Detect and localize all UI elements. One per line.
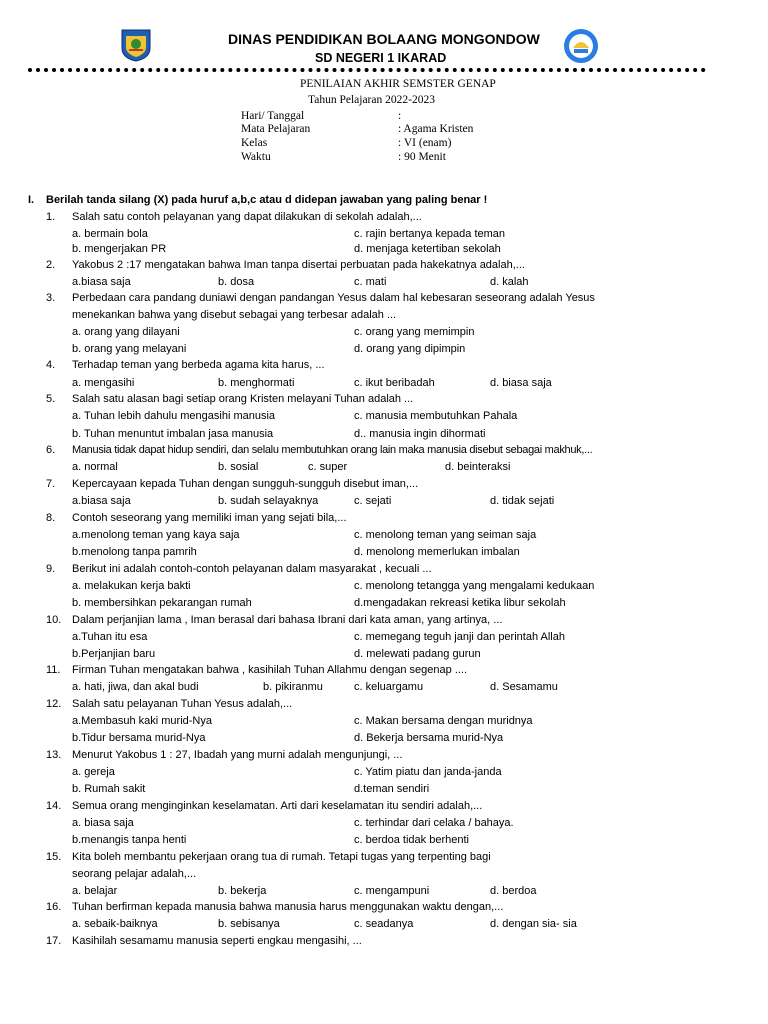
question-number: 13.	[46, 749, 62, 761]
answer-option: b. Tuhan menuntut imbalan jasa manusia	[72, 428, 274, 440]
answer-option: b. mengerjakan PR	[72, 243, 167, 255]
answer-option: c. mati	[354, 276, 387, 288]
header-divider	[28, 68, 706, 72]
answer-option: a. bermain bola	[72, 228, 148, 240]
agency-name: DINAS PENDIDIKAN BOLAANG MONGONDOW	[228, 31, 540, 47]
field-value: : 90 Menit	[398, 151, 446, 163]
answer-option: a.Tuhan itu esa	[72, 631, 148, 643]
answer-option: c. Yatim piatu dan janda-janda	[354, 766, 502, 778]
answer-option: a. hati, jiwa, dan akal budi	[72, 681, 199, 693]
answer-option: d.teman sendiri	[354, 783, 430, 795]
answer-option: b. membersihkan pekarangan rumah	[72, 597, 252, 609]
question-text: seorang pelajar adalah,...	[72, 868, 197, 880]
answer-option: c. keluargamu	[354, 681, 424, 693]
question-text: Contoh seseorang yang memiliki iman yang sejati bila,...	[72, 512, 347, 524]
answer-option: c. berdoa tidak berhenti	[354, 834, 469, 846]
answer-option: c. super	[308, 461, 348, 473]
question-number: 16.	[46, 901, 62, 913]
answer-option: c. ikut beribadah	[354, 377, 435, 389]
answer-option: c. terhindar dari celaka / bahaya.	[354, 817, 514, 829]
answer-option: d. menolong memerlukan imbalan	[354, 546, 520, 558]
answer-option: b. sudah selayaknya	[218, 495, 319, 507]
answer-option: b.menangis tanpa henti	[72, 834, 187, 846]
answer-option: a. normal	[72, 461, 118, 473]
question-text: Tuhan berfirman kepada manusia bahwa manusia harus menggunakan waktu dengan,...	[72, 901, 504, 913]
question-number: 1.	[46, 211, 56, 223]
answer-option: b. bekerja	[218, 885, 267, 897]
answer-option: a. mengasihi	[72, 377, 135, 389]
answer-option: b. dosa	[218, 276, 255, 288]
answer-option: a. belajar	[72, 885, 118, 897]
field-label: Waktu	[241, 151, 271, 163]
answer-option: b. Rumah sakit	[72, 783, 146, 795]
field-label: Hari/ Tanggal	[241, 110, 305, 122]
answer-option: a.Membasuh kaki murid-Nya	[72, 715, 212, 727]
answer-option: c. memegang teguh janji dan perintah Allah	[354, 631, 565, 643]
answer-option: d. beinteraksi	[445, 461, 511, 473]
question-number: 7.	[46, 478, 56, 490]
answer-option: d.mengadakan rekreasi ketika libur sekolah	[354, 597, 566, 609]
question-number: 5.	[46, 393, 56, 405]
answer-option: a. Tuhan lebih dahulu mengasihi manusia	[72, 410, 276, 422]
exam-title: PENILAIAN AKHIR SEMSTER GENAP	[300, 78, 496, 90]
question-text: Kita boleh membantu pekerjaan orang tua di rumah. Tetapi tugas yang terpenting bagi	[72, 851, 491, 863]
answer-option: b.Tidur bersama murid-Nya	[72, 732, 206, 744]
answer-option: b. sosial	[218, 461, 259, 473]
question-text: Salah satu alasan bagi setiap orang Kristen melayani Tuhan adalah ...	[72, 393, 414, 405]
field-value: : Agama Kristen	[398, 123, 474, 135]
answer-option: b. pikiranmu	[263, 681, 323, 693]
question-text: Manusia tidak dapat hidup sendiri, dan selalu membutuhkan orang lain maka manusia disebut sebagai makhuk,...	[72, 444, 593, 456]
question-text: Menurut Yakobus 1 : 27, Ibadah yang murni adalah mengunjungi, ...	[72, 749, 403, 761]
answer-option: d. melewati padang gurun	[354, 648, 481, 660]
question-text: Salah satu contoh pelayanan yang dapat dilakukan di sekolah adalah,...	[72, 211, 422, 223]
answer-option: b. menghormati	[218, 377, 295, 389]
answer-option: c. manusia membutuhkan Pahala	[354, 410, 518, 422]
answer-option: a. orang yang dilayani	[72, 326, 180, 338]
question-text: Dalam perjanjian lama , Iman berasal dari bahasa Ibrani dari kata aman, yang artinya, ...	[72, 614, 503, 626]
question-text: Kepercayaan kepada Tuhan dengan sungguh-sungguh disebut iman,...	[72, 478, 419, 490]
section-number: I.	[28, 194, 35, 206]
answer-option: a. gereja	[72, 766, 115, 778]
answer-option: c. Makan bersama dengan muridnya	[354, 715, 533, 727]
question-text: Kasihilah sesamamu manusia seperti engkau mengasihi, ...	[72, 935, 362, 947]
school-name: SD NEGERI 1 IKARAD	[315, 51, 447, 65]
field-label: Kelas	[241, 137, 268, 149]
regency-logo	[120, 28, 152, 62]
field-value: : VI (enam)	[398, 137, 452, 149]
answer-option: a.biasa saja	[72, 495, 131, 507]
answer-option: c. rajin bertanya kepada teman	[354, 228, 506, 240]
question-text: Salah satu pelayanan Tuhan Yesus adalah,...	[72, 698, 293, 710]
answer-option: d. orang yang dipimpin	[354, 343, 466, 355]
question-number: 3.	[46, 292, 56, 304]
exam-year: Tahun Pelajaran 2022-2023	[308, 94, 435, 106]
answer-option: a. biasa saja	[72, 817, 134, 829]
answer-option: d. Sesamamu	[490, 681, 558, 693]
answer-option: b. sebisanya	[218, 918, 280, 930]
answer-option: a.menolong teman yang kaya saja	[72, 529, 240, 541]
question-text: Firman Tuhan mengatakan bahwa , kasihilah Tuhan Allahmu dengan segenap ....	[72, 664, 468, 676]
question-number: 12.	[46, 698, 62, 710]
question-number: 8.	[46, 512, 56, 524]
question-number: 2.	[46, 259, 56, 271]
question-number: 14.	[46, 800, 62, 812]
question-text: menekankan bahwa yang disebut sebagai yang terbesar adalah ...	[72, 309, 397, 321]
answer-option: c. sejati	[354, 495, 392, 507]
question-number: 11.	[46, 664, 61, 676]
answer-option: d. dengan sia- sia	[490, 918, 577, 930]
question-number: 9.	[46, 563, 56, 575]
question-text: Berikut ini adalah contoh-contoh pelayanan dalam masyarakat , kecuali ...	[72, 563, 432, 575]
answer-option: d.. manusia ingin dihormati	[354, 428, 486, 440]
field-value: :	[398, 110, 402, 122]
question-text: Terhadap teman yang berbeda agama kita harus, ...	[72, 359, 325, 371]
field-label: Mata Pelajaran	[241, 123, 311, 135]
question-number: 10.	[46, 614, 62, 626]
answer-option: d. berdoa	[490, 885, 537, 897]
section-instruction: Berilah tanda silang (X) pada huruf a,b,c atau d didepan jawaban yang paling benar !	[46, 194, 488, 206]
answer-option: d. kalah	[490, 276, 529, 288]
answer-option: b.Perjanjian baru	[72, 648, 156, 660]
answer-option: b.menolong tanpa pamrih	[72, 546, 197, 558]
answer-option: d. tidak sejati	[490, 495, 555, 507]
answer-option: d. Bekerja bersama murid-Nya	[354, 732, 504, 744]
answer-option: c. menolong teman yang seiman saja	[354, 529, 537, 541]
answer-option: c. orang yang memimpin	[354, 326, 475, 338]
answer-option: b. orang yang melayani	[72, 343, 187, 355]
answer-option: c. seadanya	[354, 918, 414, 930]
question-number: 6.	[46, 444, 56, 456]
answer-option: c. mengampuni	[354, 885, 430, 897]
question-text: Yakobus 2 :17 mengatakan bahwa Iman tanpa disertai perbuatan pada hakekatnya adalah,...	[72, 259, 525, 271]
answer-option: d. biasa saja	[490, 377, 552, 389]
question-text: Semua orang menginginkan keselamatan. Arti dari keselamatan itu sendiri adalah,...	[72, 800, 483, 812]
tut-wuri-handayani-logo	[563, 28, 599, 64]
question-number: 15.	[46, 851, 62, 863]
answer-option: a.biasa saja	[72, 276, 131, 288]
question-number: 4.	[46, 359, 56, 371]
answer-option: d. menjaga ketertiban sekolah	[354, 243, 501, 255]
question-number: 17.	[46, 935, 62, 947]
answer-option: a. melakukan kerja bakti	[72, 580, 191, 592]
answer-option: c. menolong tetangga yang mengalami kedukaan	[354, 580, 595, 592]
question-text: Perbedaan cara pandang duniawi dengan pandangan Yesus dalam hal kebesaran seseorang adalah Yesus	[72, 292, 595, 304]
answer-option: a. sebaik-baiknya	[72, 918, 158, 930]
